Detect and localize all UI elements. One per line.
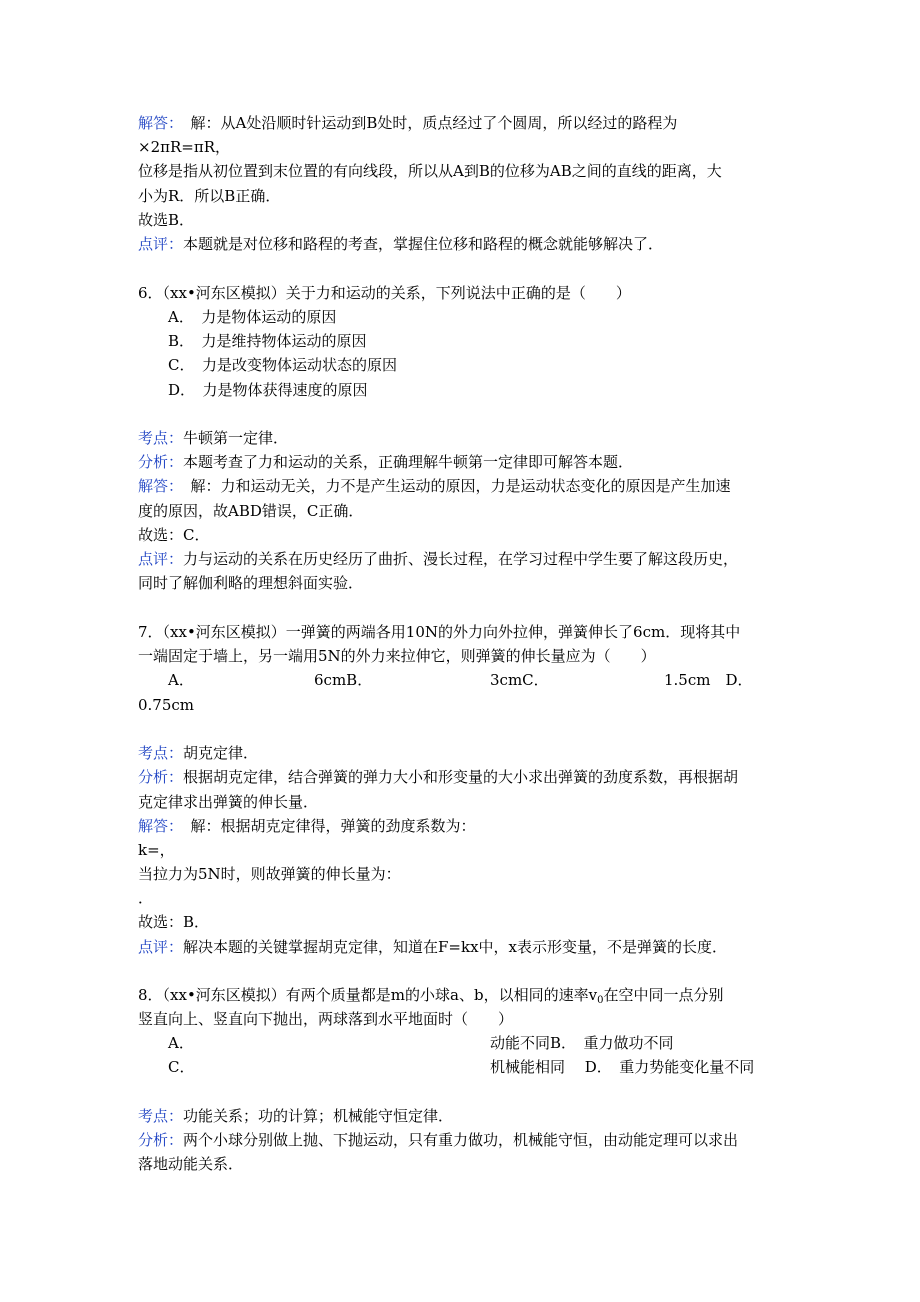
q6-kaodian: 考点：牛顿第一定律．: [138, 429, 289, 447]
answer-label: 解答：: [138, 114, 176, 132]
q7-stem-line-1: 7．（xx•河东区模拟）一弹簧的两端各用10N的外力向外拉伸，弹簧伸长了6cm．现将其中: [138, 623, 741, 641]
answer-label: 解答：: [138, 477, 176, 495]
q8-kaodian: 考点：功能关系；功的计算；机械能守恒定律．: [138, 1107, 454, 1125]
q5-comment: 点评：本题就是对位移和路程的考查，掌握住位移和路程的概念就能够解决了．: [138, 235, 664, 253]
q6-option-d: D． 力是物体获得速度的原因: [168, 381, 368, 399]
kaodian-label: 考点：: [138, 1107, 184, 1125]
q7-option-d: 1.5cm D．: [664, 671, 753, 689]
q5-answer-line-3: 位移是指从初位置到末位置的有向线段，所以从A到B的位移为AB之间的直线的距离，大: [138, 162, 722, 180]
q6-option-a: A． 力是物体运动的原因: [168, 308, 337, 326]
fenxi-label: 分析：: [138, 768, 184, 786]
kaodian-label: 考点：: [138, 744, 184, 762]
q7-stem-line-2: 一端固定于墙上，另一端用5N的外力来拉伸它，则弹簧的伸长量应为（ ）: [138, 647, 656, 665]
fenxi-label: 分析：: [138, 1131, 184, 1149]
q6-answer-line-1: 解答： 解：力和运动无关，力不是产生运动的原因，力是运动状态变化的原因是产生加速: [138, 477, 731, 495]
q7-comment: 点评：解决本题的关键掌握胡克定律，知道在F=kx中，x表示形变量，不是弹簧的长度．: [138, 938, 728, 956]
q6-option-b: B． 力是维持物体运动的原因: [168, 332, 367, 350]
q7-fenxi-line-1: 分析：根据胡克定律，结合弹簧的弹力大小和形变量的大小求出弹簧的劲度系数，再根据胡: [138, 768, 739, 786]
q8-fenxi-line-2: 落地动能关系．: [138, 1155, 244, 1173]
q7-option-d-value: 0.75cm: [138, 696, 195, 714]
subscript-zero: 0: [597, 995, 604, 1006]
q7-answer-line-4: ．: [138, 889, 154, 907]
q7-answer-line-5: 故选：B．: [138, 913, 210, 931]
q7-option-b: 6cmB．: [314, 671, 373, 689]
q6-comment-line-1: 点评：力与运动的关系在历史经历了曲折、漫长过程，在学习过程中学生要了解这段历史，: [138, 550, 739, 568]
q8-fenxi-line-1: 分析：两个小球分别做上抛、下抛运动，只有重力做功，机械能守恒，由动能定理可以求出: [138, 1131, 739, 1149]
q5-answer-line-2: ×2πR=πR，: [138, 138, 230, 156]
q6-answer-line-3: 故选：C．: [138, 526, 210, 544]
q6-comment-line-2: 同时了解伽利略的理想斜面实验．: [138, 574, 364, 592]
q6-stem: 6．（xx•河东区模拟）关于力和运动的关系，下列说法中正确的是（ ）: [138, 284, 631, 302]
comment-label: 点评：: [138, 235, 184, 253]
q8-option-c: C．: [168, 1058, 195, 1076]
q5-answer-line-1: 解答： 解：从A处沿顺时针运动到B处时，质点经过了个圆周，所以经过的路程为: [138, 114, 678, 132]
q8-option-a-value: 动能不同B． 重力做功不同: [490, 1034, 674, 1052]
q5-answer-line-4: 小为R．所以B正确．: [138, 187, 281, 205]
fenxi-label: 分析：: [138, 453, 184, 471]
q7-answer-line-2: k=，: [138, 841, 175, 859]
q7-option-c: 3cmC．: [490, 671, 549, 689]
q7-option-a: A．: [168, 671, 194, 689]
q8-stem-line-2: 竖直向上、竖直向下抛出，两球落到水平地面时（ ）: [138, 1010, 514, 1028]
q8-option-a: A．: [168, 1034, 194, 1052]
q5-answer-line-5: 故选B．: [138, 211, 195, 229]
q6-fenxi: 分析：本题考查了力和运动的关系，正确理解牛顿第一定律即可解答本题．: [138, 453, 634, 471]
q7-answer-line-3: 当拉力为5N时，则故弹簧的伸长量为：: [138, 865, 401, 883]
kaodian-label: 考点：: [138, 429, 184, 447]
comment-label: 点评：: [138, 938, 184, 956]
q8-stem-line-1: 8．（xx•河东区模拟）有两个质量都是m的小球a、b，以相同的速率$v_0$在空中同一点分别: [138, 986, 724, 1006]
q6-option-c: C． 力是改变物体运动状态的原因: [168, 356, 397, 374]
comment-label: 点评：: [138, 550, 184, 568]
q7-kaodian: 考点：胡克定律．: [138, 744, 259, 762]
q6-answer-line-2: 度的原因，故ABD错误，C正确．: [138, 502, 364, 520]
q7-answer-line-1: 解答： 解：根据胡克定律得，弹簧的劲度系数为：: [138, 817, 476, 835]
q7-fenxi-line-2: 克定律求出弹簧的伸长量．: [138, 793, 319, 811]
answer-label: 解答：: [138, 817, 176, 835]
q8-option-c-value: 机械能相同 D． 重力势能变化量不同: [490, 1058, 755, 1076]
